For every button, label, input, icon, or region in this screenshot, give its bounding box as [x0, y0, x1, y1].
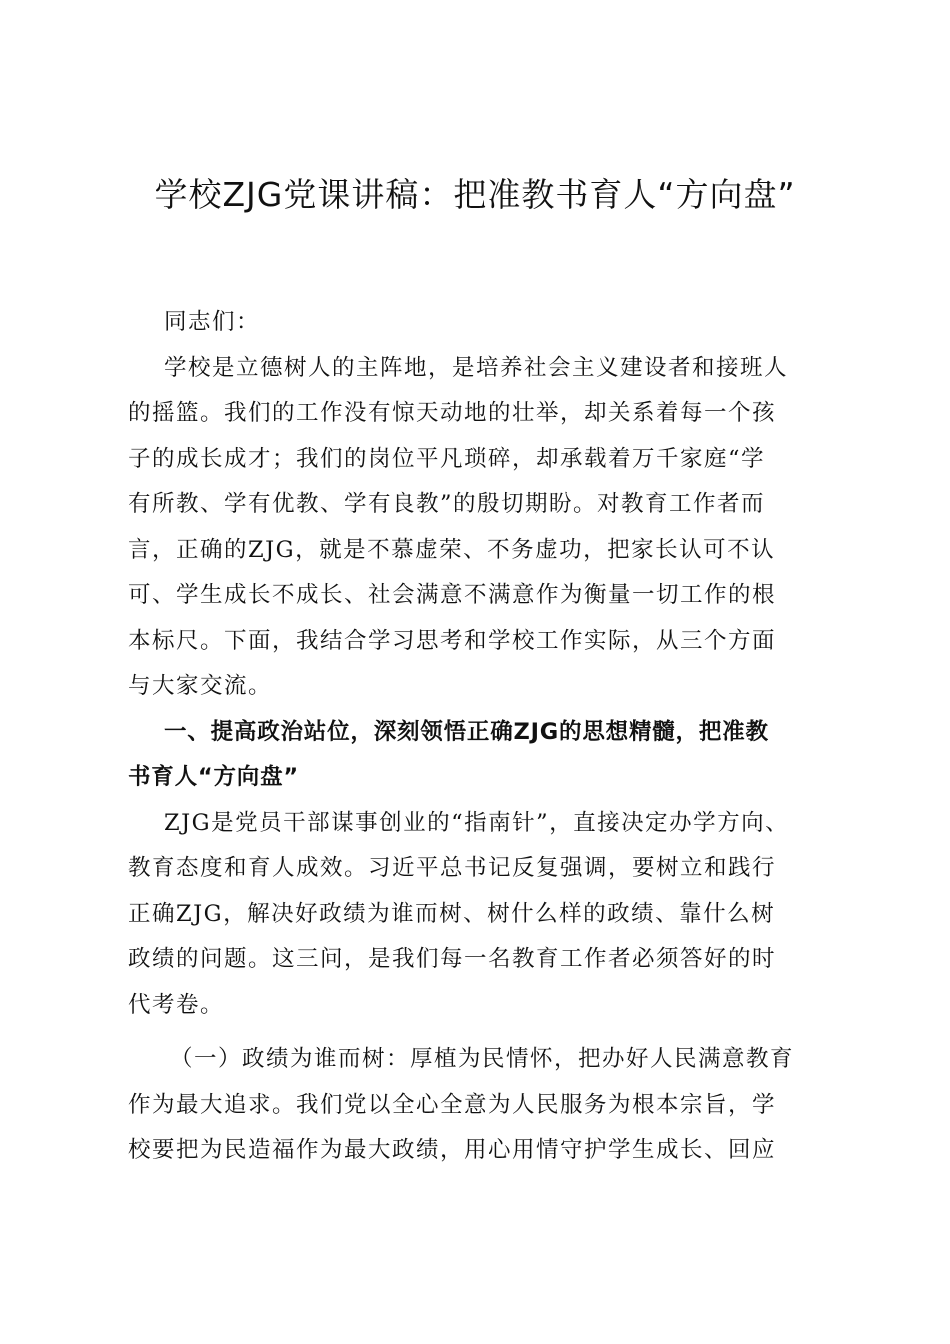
- paragraph-line: 学校是立德树人的主阵地，是培养社会主义建设者和接班人: [164, 354, 789, 381]
- paragraph-section-1: [128, 801, 828, 1029]
- paragraph-line: ZJG是党员干部谋事创业的“指南针”，直接决定办学方向、: [164, 809, 790, 836]
- paragraph-line: 作为最大追求。我们党以全心全意为人民服务为根本宗旨，学: [128, 1091, 777, 1118]
- paragraph-line: 代考卷。: [128, 991, 225, 1018]
- paragraph-line: （一）政绩为谁而树：厚植为民情怀，把办好人民满意教育: [170, 1046, 795, 1072]
- paragraph-line: 教育态度和育人成效。习近平总书记反复强调，要树立和践行: [128, 855, 777, 881]
- paragraph-line: 言，正确的ZJG，就是不慕虚荣、不务虚功，把家长认可不认: [128, 536, 776, 563]
- paragraph-line: 正确ZJG，解决好政绩为谁而树、树什么样的政绩、靠什么树: [128, 900, 776, 927]
- section-heading-1: [128, 710, 828, 801]
- heading-line: 书育人“方向盘”: [128, 764, 299, 790]
- document-title: 学校ZJG党课讲稿：把准教书育人“方向盘”: [154, 175, 796, 214]
- paragraph-line: 政绩的问题。这三问，是我们每一名教育工作者必须答好的时: [128, 946, 777, 972]
- paragraph-subsection-1: [128, 1037, 828, 1174]
- heading-line: 一、提高政治站位，深刻领悟正确ZJG的思想精髓，把准教: [164, 718, 769, 745]
- paragraph-line: 与大家交流。: [128, 673, 273, 699]
- paragraph-line: 校要把为民造福作为最大政绩，用心用情守护学生成长、回应: [128, 1137, 777, 1163]
- paragraph-gap: [128, 1028, 828, 1037]
- greeting: 同志们：: [164, 309, 261, 335]
- paragraph-line: 子的成长成才；我们的岗位平凡琐碎，却承载着万千家庭“学: [128, 445, 766, 472]
- paragraph-line: 本标尺。下面，我结合学习思考和学校工作实际，从三个方面: [128, 627, 777, 654]
- paragraph-line: 的摇篮。我们的工作没有惊天动地的壮举，却关系着每一个孩: [128, 400, 777, 426]
- paragraph-intro: [128, 346, 828, 710]
- document-body: [128, 300, 828, 1174]
- paragraph-line: 有所教、学有优教、学有良教”的殷切期盼。对教育工作者而: [128, 491, 766, 517]
- paragraph-line: 可、学生成长不成长、社会满意不满意作为衡量一切工作的根: [128, 582, 777, 608]
